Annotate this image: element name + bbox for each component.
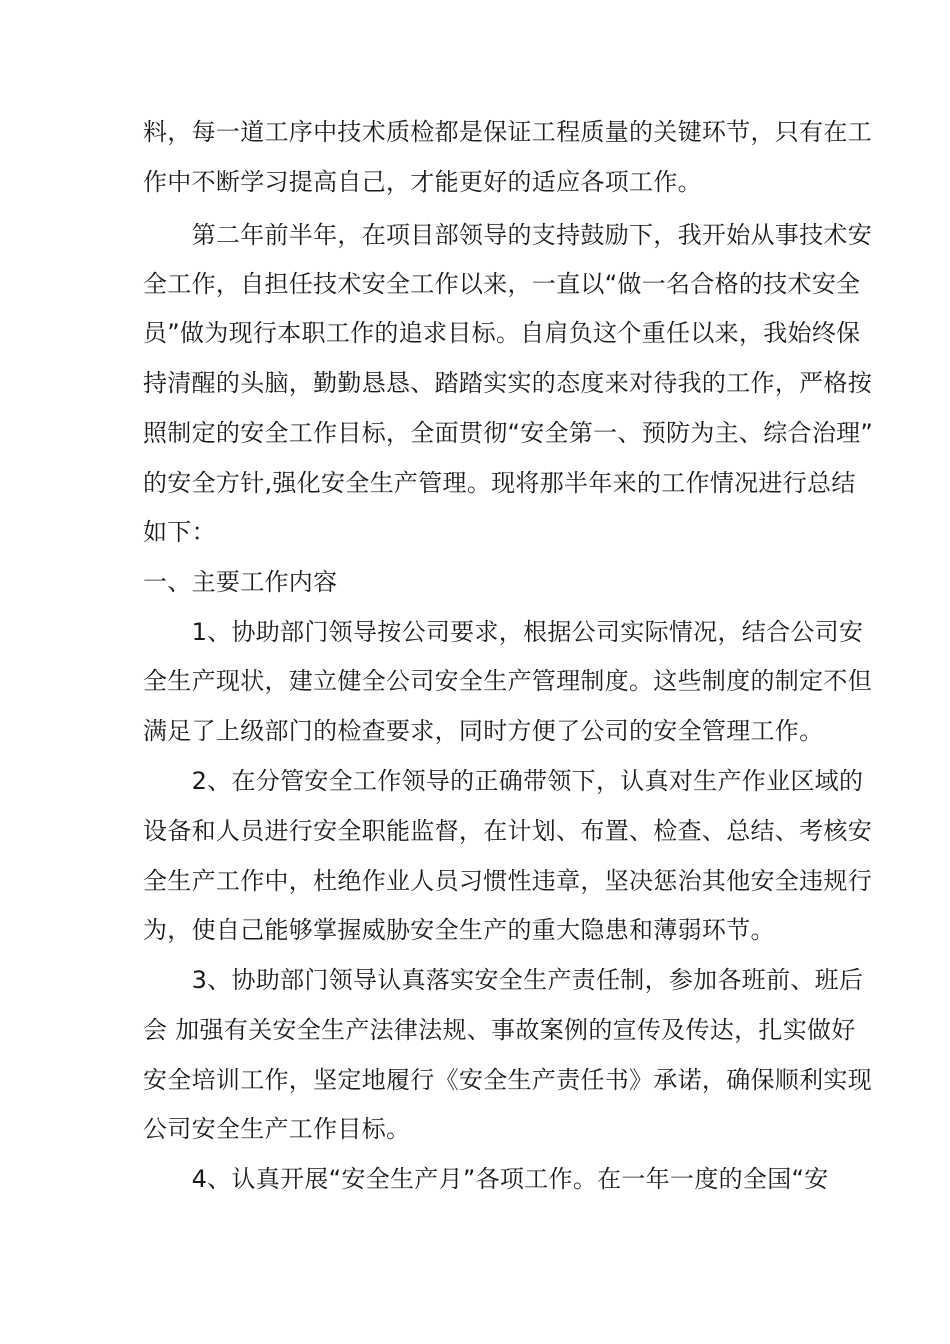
- text-line: 持清醒的头脑，勤勤恳恳、踏踏实实的态度来对待我的工作，严格按: [143, 369, 872, 397]
- text-line: 设备和人员进行安全职能监督，在计划、布置、检查、总结、考核安: [143, 817, 872, 845]
- text-line: 如下：: [143, 518, 216, 546]
- text-line: 会 加强有关安全生产法律法规、事故案例的宣传及传达，扎实做好: [143, 1016, 856, 1044]
- text-line: 的安全方针,强化安全生产管理。现将那半年来的工作情况进行总结: [143, 469, 856, 497]
- text-line: 安全培训工作，坚定地履行《安全生产责任书》承诺，确保顺利实现: [143, 1066, 872, 1094]
- text-line: 全生产现状，建立健全公司安全生产管理制度。这些制度的制定不但: [143, 667, 872, 695]
- text-line: 作中不断学习提高自己，才能更好的适应各项工作。: [143, 168, 702, 196]
- text-line: 照制定的安全工作目标，全面贯彻“安全第一、预防为主、综合治理”: [143, 419, 874, 447]
- text-line: 全生产工作中，杜绝作业人员习惯性违章，坚决惩治其他安全违规行: [143, 867, 872, 895]
- text-line: 员”做为现行本职工作的追求目标。自肩负这个重任以来，我始终保: [143, 319, 861, 347]
- text-line: 公司安全生产工作目标。: [143, 1115, 411, 1143]
- paragraph-start-line: 2、在分管安全工作领导的正确带领下，认真对生产作业区域的: [143, 767, 864, 795]
- text-line: 为，使自己能够掌握威胁安全生产的重大隐患和薄弱环节。: [143, 916, 775, 944]
- text-line: 满足了上级部门的检查要求，同时方便了公司的安全管理工作。: [143, 717, 824, 745]
- paragraph-start-line: 第二年前半年，在项目部领导的支持鼓励下，我开始从事技术安: [143, 221, 872, 249]
- section-heading: 一、主要工作内容: [143, 568, 338, 596]
- paragraph-start-line: 1、协助部门领导按公司要求，根据公司实际情况，结合公司安: [143, 618, 864, 646]
- text-line: 料，每一道工序中技术质检都是保证工程质量的关键环节，只有在工: [143, 118, 872, 146]
- paragraph-start-line: 4、认真开展“安全生产月”各项工作。在一年一度的全国“安: [143, 1165, 829, 1193]
- text-line: 全工作，自担任技术安全工作以来，一直以“做一名合格的技术安全: [143, 270, 861, 298]
- paragraph-start-line: 3、协助部门领导认真落实安全生产责任制，参加各班前、班后: [143, 966, 864, 994]
